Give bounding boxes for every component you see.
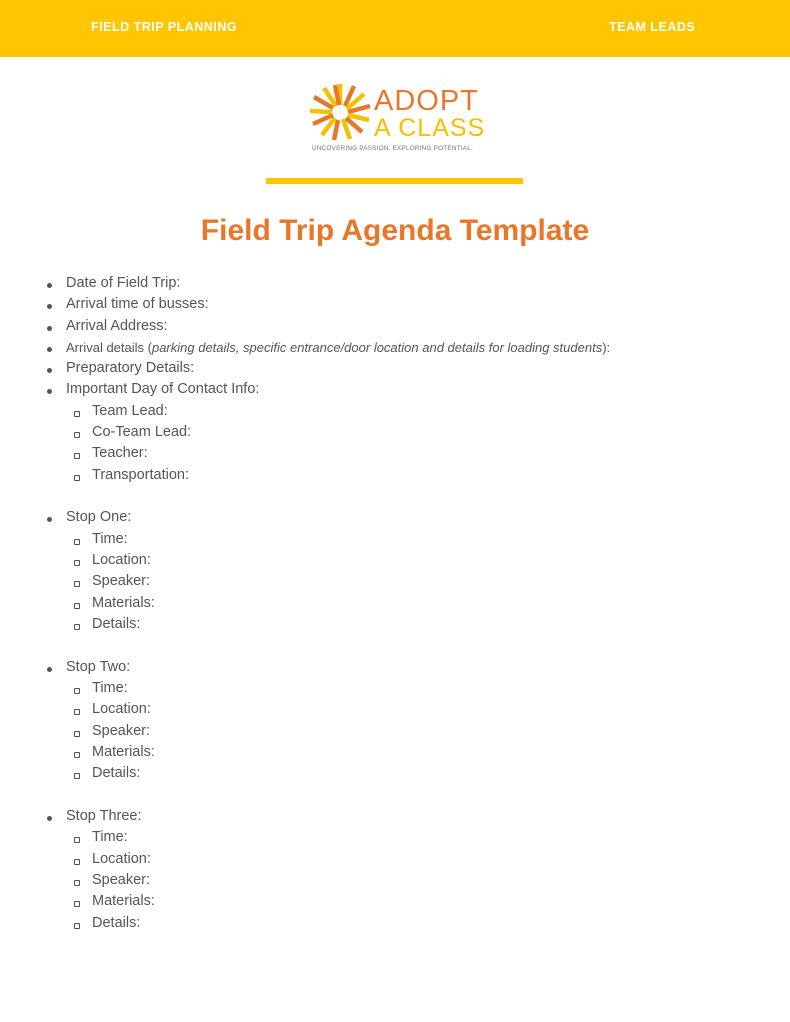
adopt-a-class-logo: [308, 82, 488, 157]
bullet-icon: [47, 517, 52, 522]
sub-item: Speaker:: [0, 571, 790, 592]
sub-item: Materials:: [0, 891, 790, 912]
list-item-arrival-time: Arrival time of busses:: [0, 294, 790, 315]
sub-item: Time:: [0, 678, 790, 699]
square-bullet-icon: [74, 581, 80, 587]
list-item-stop-three: Stop Three:: [0, 806, 790, 827]
list-item-contact-info: Important Day of Contact Info:: [0, 379, 790, 400]
header-band: [0, 0, 790, 57]
sub-item: Location:: [0, 550, 790, 571]
bullet-icon: [47, 368, 52, 373]
square-bullet-icon: [74, 859, 80, 865]
page-title: Field Trip Agenda Template: [200, 214, 590, 247]
sub-item: Materials:: [0, 742, 790, 763]
sub-item: Transportation:: [0, 465, 790, 486]
square-bullet-icon: [74, 837, 80, 843]
square-bullet-icon: [74, 432, 80, 438]
sub-item: Time:: [0, 827, 790, 848]
bullet-icon: [47, 816, 52, 821]
bullet-icon: [47, 389, 52, 394]
list-item-date: Date of Field Trip:: [0, 273, 790, 294]
sub-item: Speaker:: [0, 721, 790, 742]
square-bullet-icon: [74, 475, 80, 481]
list-item-arrival-address: Arrival Address:: [0, 316, 790, 337]
logo-wordmark-a-class: A CLASS: [374, 114, 486, 142]
square-bullet-icon: [74, 688, 80, 694]
sunburst-icon: [308, 82, 372, 142]
sub-item: Co-Team Lead:: [0, 422, 790, 443]
square-bullet-icon: [74, 539, 80, 545]
square-bullet-icon: [74, 603, 80, 609]
square-bullet-icon: [74, 560, 80, 566]
sub-item: Materials:: [0, 593, 790, 614]
square-bullet-icon: [74, 880, 80, 886]
header-audience-label: TEAM LEADS: [609, 20, 696, 34]
bullet-icon: [47, 326, 52, 331]
square-bullet-icon: [74, 923, 80, 929]
list-item-stop-one: Stop One:: [0, 507, 790, 528]
title-divider: [266, 178, 523, 184]
agenda-list: [0, 273, 790, 934]
square-bullet-icon: [74, 752, 80, 758]
sub-item: Details:: [0, 913, 790, 934]
sub-item: Teacher:: [0, 443, 790, 464]
logo-tagline: UNCOVERING PASSION. EXPLORING POTENTIAL.: [312, 145, 473, 152]
sub-item: Time:: [0, 529, 790, 550]
bullet-icon: [47, 283, 52, 288]
logo-wordmark-adopt: ADOPT: [374, 85, 479, 117]
sub-item: Location:: [0, 849, 790, 870]
sub-item: Location:: [0, 699, 790, 720]
sub-item: Details:: [0, 614, 790, 635]
list-item-preparatory: Preparatory Details:: [0, 358, 790, 379]
square-bullet-icon: [74, 731, 80, 737]
square-bullet-icon: [74, 773, 80, 779]
list-item-arrival-details: Arrival details (parking details, specific entrance/door location and details for loading students):: [0, 337, 790, 358]
square-bullet-icon: [74, 709, 80, 715]
header-section-label: FIELD TRIP PLANNING: [91, 20, 238, 34]
list-item-stop-two: Stop Two:: [0, 657, 790, 678]
sub-item: Speaker:: [0, 870, 790, 891]
square-bullet-icon: [74, 901, 80, 907]
bullet-icon: [47, 304, 52, 309]
square-bullet-icon: [74, 453, 80, 459]
square-bullet-icon: [74, 411, 80, 417]
sub-item: Team Lead:: [0, 401, 790, 422]
bullet-icon: [47, 667, 52, 672]
square-bullet-icon: [74, 624, 80, 630]
sub-item: Details:: [0, 763, 790, 784]
bullet-icon: [47, 347, 52, 352]
